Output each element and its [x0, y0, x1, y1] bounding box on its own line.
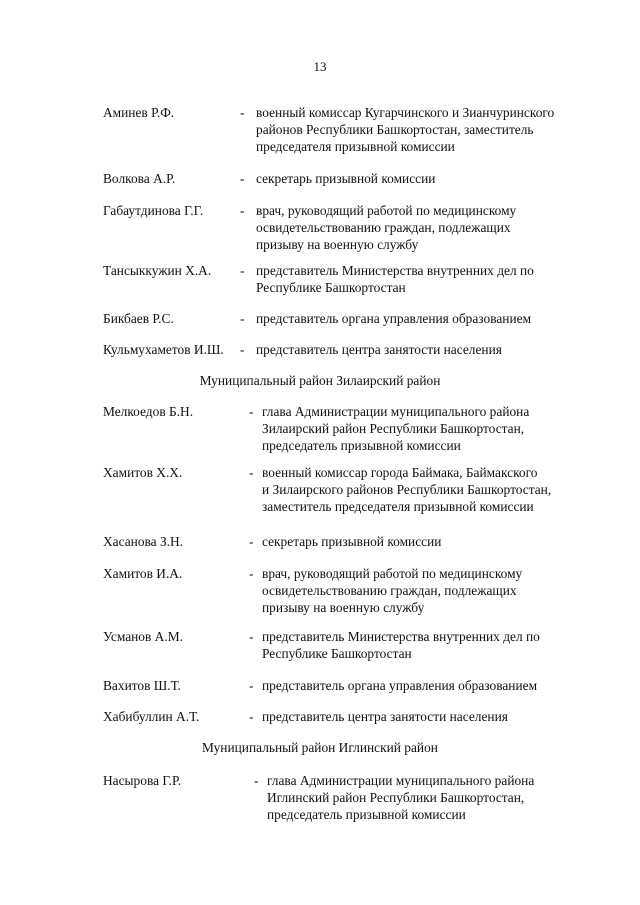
role-line: глава Администрации муниципального района — [262, 404, 530, 419]
dash-separator: - — [249, 629, 254, 644]
dash-separator: - — [240, 263, 245, 278]
role-line: и Зилаирского районов Республики Башкортостан, — [262, 482, 552, 497]
member-role — [256, 170, 596, 187]
member-name: Тансыккужин Х.А. — [103, 263, 212, 278]
page-number: 13 — [313, 59, 327, 74]
member-role — [267, 772, 607, 823]
role-line: секретарь призывной комиссии — [262, 534, 442, 549]
dash-separator: - — [240, 171, 245, 186]
role-line: призыву на военную службу — [262, 600, 425, 615]
role-line: председатель призывной комиссии — [262, 438, 461, 453]
member-name: Кульмухаметов И.Ш. — [103, 342, 224, 357]
member-role — [262, 464, 602, 515]
dash-separator: - — [240, 342, 245, 357]
role-line: районов Республики Башкортостан, заместитель — [256, 122, 534, 137]
dash-separator: - — [249, 566, 254, 581]
member-name: Хамитов Х.Х. — [103, 465, 183, 480]
member-role — [262, 533, 602, 550]
role-line: Иглинский район Республики Башкортостан, — [267, 790, 525, 805]
dash-separator: - — [254, 773, 259, 788]
member-role — [262, 708, 602, 725]
member-name: Габаутдинова Г.Г. — [103, 203, 204, 218]
member-role — [262, 628, 602, 662]
role-line: освидетельствованию граждан, подлежащих — [256, 220, 511, 235]
role-line: представитель органа управления образованием — [262, 678, 538, 693]
role-line: призыву на военную службу — [256, 237, 419, 252]
dash-separator: - — [240, 105, 245, 120]
role-line: представитель центра занятости населения — [256, 342, 502, 357]
role-line: глава Администрации муниципального района — [267, 773, 535, 788]
member-name: Хасанова З.Н. — [103, 534, 184, 549]
member-name: Бикбаев Р.С. — [103, 311, 174, 326]
member-name: Хабибуллин А.Т. — [103, 709, 200, 724]
member-role — [256, 341, 596, 358]
section-heading: Муниципальный район Зилаирский район — [199, 373, 441, 388]
dash-separator: - — [249, 534, 254, 549]
dash-separator: - — [240, 203, 245, 218]
section-heading: Муниципальный район Иглинский район — [202, 740, 438, 755]
member-role — [256, 104, 596, 155]
role-line: представитель Министерства внутренних дел по — [262, 629, 540, 644]
role-line: военный комиссар Кугарчинского и Зианчуринского — [256, 105, 555, 120]
dash-separator: - — [249, 678, 254, 693]
role-line: Республике Башкортостан — [262, 646, 412, 661]
member-role — [262, 403, 602, 454]
role-line: председатель призывной комиссии — [267, 807, 466, 822]
member-role — [256, 310, 596, 327]
member-name: Хамитов И.А. — [103, 566, 183, 581]
role-line: врач, руководящий работой по медицинскому — [262, 566, 523, 581]
role-line: военный комиссар города Баймака, Баймакского — [262, 465, 538, 480]
dash-separator: - — [249, 465, 254, 480]
member-name: Волкова А.Р. — [103, 171, 176, 186]
member-role — [262, 677, 602, 694]
role-line: секретарь призывной комиссии — [256, 171, 436, 186]
dash-separator: - — [249, 709, 254, 724]
role-line: представитель центра занятости населения — [262, 709, 508, 724]
role-line: врач, руководящий работой по медицинскому — [256, 203, 517, 218]
member-name: Мелкоедов Б.Н. — [103, 404, 194, 419]
role-line: Зилаирский район Республики Башкортостан, — [262, 421, 525, 436]
member-name: Насырова Г.Р. — [103, 773, 182, 788]
role-line: освидетельствованию граждан, подлежащих — [262, 583, 517, 598]
role-line: представитель Министерства внутренних дел по — [256, 263, 534, 278]
member-role — [256, 202, 596, 253]
role-line: представитель органа управления образованием — [256, 311, 532, 326]
dash-separator: - — [240, 311, 245, 326]
member-name: Вахитов Ш.Т. — [103, 678, 181, 693]
role-line: Республике Башкортостан — [256, 280, 406, 295]
member-role — [256, 262, 596, 296]
member-name: Аминев Р.Ф. — [103, 105, 175, 120]
role-line: председателя призывной комиссии — [256, 139, 455, 154]
member-role — [262, 565, 602, 616]
role-line: заместитель председателя призывной комиссии — [262, 499, 534, 514]
member-name: Усманов А.М. — [103, 629, 183, 644]
dash-separator: - — [249, 404, 254, 419]
